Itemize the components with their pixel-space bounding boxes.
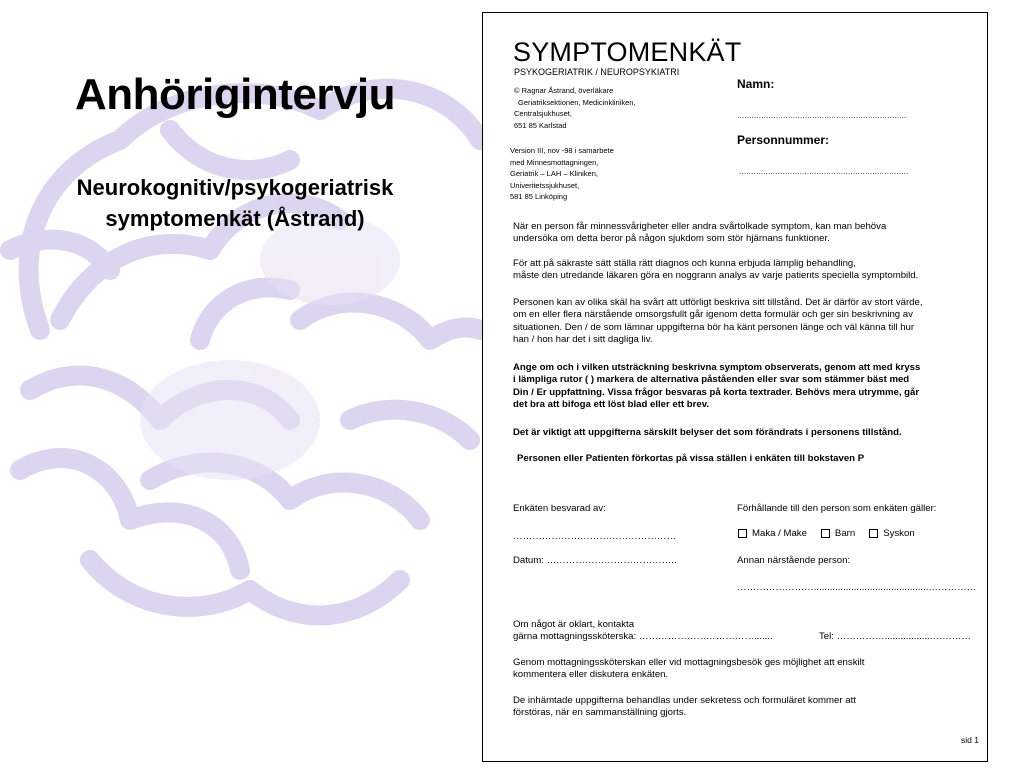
slide-title: Anhörigintervju [74,70,396,119]
author-line: Centralsjukhuset, [514,109,572,118]
intro-paragraph-2 [513,258,978,283]
checkbox-square[interactable] [738,529,747,538]
answered-by-label: Enkäten besvarad av: [513,503,606,514]
other-relative-field[interactable]: ……………………...........................................…………… [737,582,977,593]
checkbox-sibling[interactable] [869,528,914,539]
paragraph-line: om en eller flera närstående omsorgsfullt går igenom detta formulär och ger sin beskrivning av [513,309,913,321]
paragraph-line: måste den utredande läkaren göra en noggrann analys av varje patients speciella symptombild. [513,270,919,282]
slide-subtitle [0,172,470,234]
name-label: Namn: [737,77,775,91]
paragraph-line: Din / Er uppfattning. Vissa frågor besvaras på korta textrader. Behövs mera utrymme, går [513,386,920,398]
paragraph-line: undersöka om detta beror på någon sjukdom som stör hjärnans funktioner. [513,233,830,245]
author-line: © Ragnar Åstrand, överläkare [514,86,614,95]
author-line: 651 85 Karlstad [514,120,567,130]
paragraph-line: kommentera eller diskutera enkäten. [513,669,669,681]
instruction-paragraph [513,362,978,412]
answered-by-field[interactable]: …………………………………………… [513,531,677,542]
slide-subtitle-line: symptomenkät (Åstrand) [105,206,365,231]
version-block [510,145,614,203]
checkbox-child[interactable] [821,528,855,539]
version-line: 581 85 Linköping [510,192,568,201]
checkbox-square[interactable] [869,529,878,538]
tel-field[interactable]: Tel: ……………..................………… [819,631,971,642]
contact-line-1: Om något är oklart, kontakta [513,619,635,630]
paragraph-line: Personen eller Patienten förkortas på vissa ställen i enkäten till bokstaven P [517,453,865,464]
paragraph-line: Ange om och i vilken utsträckning beskrivna symptom observerats, genom att med kryss [513,362,921,373]
form-subtitle: PSYKOGERIATRIK / NEUROPSYKIATRI [514,67,680,77]
contact-nurse-field[interactable]: gärna mottagningssköterska: ………………………………....... [513,631,773,642]
relation-checkboxes [738,528,929,539]
important-note [513,427,978,439]
version-line: Univeritetssjukhuset, [510,180,580,190]
paragraph-line: det bra att bifoga ett löst blad eller ett brev. [513,399,709,411]
checkbox-label: Maka / Make [752,528,807,539]
page-number: sid 1 [961,735,979,745]
checkbox-square[interactable] [821,529,830,538]
form-page [482,12,988,762]
other-relative-label: Annan närstående person: [737,555,851,566]
abbreviation-note [517,453,982,465]
paragraph-line: När en person får minnessvårigheter eller andra svårtolkade symptom, kan man behöva [513,221,887,232]
paragraph-line: situationen. Den / de som lämnar uppgifterna bör ha känt personen länge och väl känna till hur [513,321,915,333]
paragraph-line: Personen kan av olika skäl ha svårt att utförligt beskriva sitt tillstånd. Det är därför av stort värde, [513,297,923,308]
paragraph-line: De inhämtade uppgifterna behandlas under sekretess och formuläret kommer att [513,695,856,706]
author-line: Geriatriksektionen, Medicinkliniken, [518,97,636,107]
secrecy-paragraph [513,695,978,720]
date-field[interactable]: Datum: ………………………………….. [513,555,677,566]
name-field[interactable]: ...................................................................... [737,111,907,120]
paragraph-line: han / hon har det i sitt dagliga liv. [513,334,653,346]
intro-paragraph-3 [513,297,978,347]
version-line: Geriatrik – LAH – Kliniken, [510,169,598,178]
personnummer-field[interactable]: ...................................................................... [739,167,909,176]
checkbox-label: Syskon [883,528,915,539]
version-line: med Minnesmottagningen, [510,157,599,167]
paragraph-line: förstöras, när en sammanställning gjorts. [513,707,687,719]
paragraph-line: Genom mottagningssköterskan eller vid mottagningsbesök ges möjlighet att enskilt [513,657,865,668]
paragraph-line: För att på säkraste sätt ställa rätt diagnos och kunna erbjuda lämplig behandling, [513,258,856,269]
version-line: Version III, nov -98 i samarbete [510,146,614,155]
private-comment-paragraph [513,657,978,682]
checkbox-label: Barn [834,528,856,539]
relation-label: Förhållande till den person som enkäten gäller: [737,503,937,514]
form-title: SYMPTOMENKÄT [513,37,742,67]
paragraph-line: i lämpliga rutor ( ) markera de alternativa påståenden eller svar som stämmer bäst med [513,374,910,386]
paragraph-line: Det är viktigt att uppgifterna särskilt belyser det som förändrats i personens tillstånd. [513,427,902,438]
checkbox-spouse[interactable] [738,528,807,539]
personnummer-label: Personnummer: [737,133,830,147]
intro-paragraph-1 [513,221,978,246]
author-block [514,85,636,131]
slide-subtitle-line: Neurokognitiv/psykogeriatrisk [76,175,394,200]
